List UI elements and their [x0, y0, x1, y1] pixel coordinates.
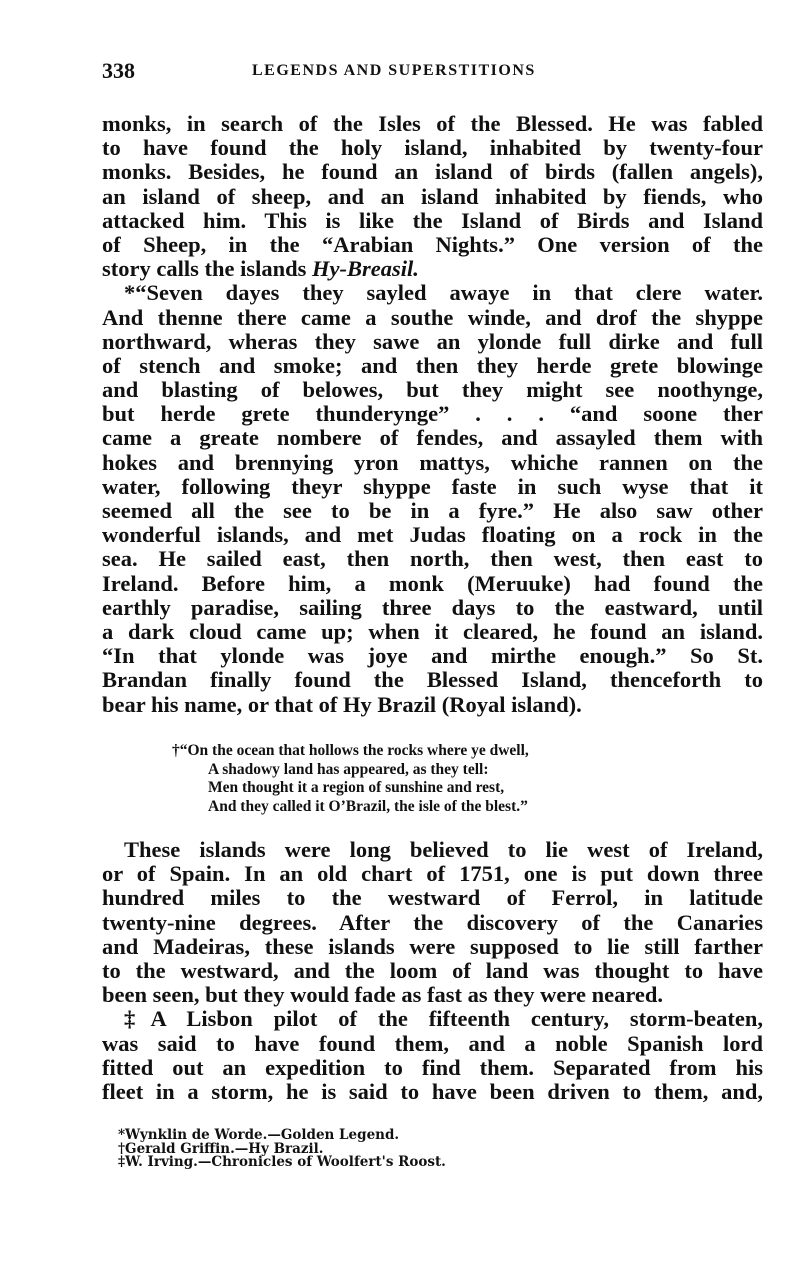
text-line — [102, 281, 763, 305]
line-text: but herde grete thunderynge” . . . “and soone ther — [102, 401, 763, 427]
text-line — [102, 644, 763, 668]
running-title: LEGENDS AND SUPERSTITIONS — [252, 62, 536, 79]
footnote: *Wynklin de Worde.—Golden Legend. — [118, 1127, 400, 1143]
line-text: seemed all the see to be in a fyre.” He also saw other — [102, 498, 763, 523]
text-line — [102, 136, 763, 160]
line-text: of Sheep, in the “Arabian Nights.” One version of the — [102, 231, 763, 257]
line-text: hundred miles to the westward of Ferrol, in latitude — [102, 885, 763, 911]
text-line — [102, 911, 763, 935]
line-text: Ireland. Before him, a monk (Meruuke) had found the — [102, 570, 763, 596]
line-text: wonderful islands, and met Judas floating on a rock in the — [102, 522, 763, 548]
text-line — [102, 838, 763, 862]
line-text: was said to have found them, and a noble Spanish lord — [102, 1030, 763, 1056]
line-text: fitted out an expedition to find them. Separated from his — [102, 1054, 763, 1080]
line-text: hokes and brennying yron mattys, whiche rannen on the — [102, 449, 763, 475]
body-text-block-1 — [102, 112, 763, 717]
text-line — [102, 209, 763, 233]
text-line — [102, 862, 763, 886]
line-text: of stench and smoke; and then they herde grete blowinge — [102, 352, 763, 378]
line-text: and Madeiras, these islands were supposed to lie still farther — [102, 933, 763, 959]
line-text: sea. He sailed east, then north, then west, then east to — [102, 546, 763, 572]
line-text: monks, in search of the Isles of the Blessed. He was fabled — [102, 111, 763, 136]
text-line — [102, 620, 763, 644]
footnote: ‡W. Irving.—Chronicles of Woolfert's Roost. — [118, 1154, 446, 1171]
text-line — [102, 160, 763, 184]
line-text: These islands were long believed to lie west of Ireland, — [124, 837, 763, 862]
line-text: and blasting of belowes, but they might see noothynge, — [102, 377, 763, 403]
text-line — [102, 693, 763, 717]
text-line — [102, 523, 763, 547]
text-line — [102, 426, 763, 450]
text-line — [102, 499, 763, 523]
line-text: ‡A Lisbon pilot of the fifteenth century, storm-beaten, — [124, 1006, 763, 1032]
poem-line: A shadowy land has appeared, as they tell: — [208, 760, 489, 778]
footnotes — [118, 1129, 446, 1170]
line-text: “In that ylonde was joye and mirthe enough.” So St. — [102, 643, 763, 669]
line-text: water, following theyr shyppe faste in such wyse that it — [102, 473, 763, 499]
text-line — [102, 330, 763, 354]
text-line — [102, 354, 763, 378]
text-line — [102, 402, 763, 426]
line-text: Brandan finally found the Blessed Island, thenceforth to — [102, 667, 763, 693]
text-line — [102, 668, 763, 692]
line-text: monks. Besides, he found an island of birds (fallen angels), — [102, 159, 763, 185]
text-line — [102, 451, 763, 475]
line-text: to the westward, and the loom of land was thought to have — [102, 957, 763, 983]
text-line — [102, 572, 763, 596]
text-line — [102, 547, 763, 571]
line-text: bear his name, or that of Hy Brazil (Royal island). — [102, 691, 582, 717]
line-text: *“Seven dayes they sayled awaye in that clere water. — [124, 280, 763, 306]
line-text: earthly paradise, sailing three days to the eastward, until — [102, 594, 763, 620]
line-text: to have found the holy island, inhabited by twenty-four — [102, 135, 763, 161]
line-text: came a greate nombere of fendes, and assayled them with — [102, 425, 763, 451]
page-header — [102, 58, 763, 84]
poem-quotation — [172, 742, 529, 816]
text-line — [102, 112, 763, 136]
poem-line: Men thought it a region of sunshine and rest, — [208, 779, 505, 796]
text-line — [102, 596, 763, 620]
poem-line: †“On the ocean that hollows the rocks where ye dwell, — [172, 742, 529, 759]
page-number: 338 — [102, 58, 135, 83]
text-line — [102, 935, 763, 959]
text-line — [102, 959, 763, 983]
line-text: an island of sheep, and an island inhabited by fiends, who — [102, 183, 763, 209]
line-text: northward, wheras they sawe an ylonde full dirke and full — [102, 328, 763, 354]
line-text: And thenne there came a southe winde, and drof the shyppe — [102, 304, 763, 330]
line-text: story calls the islands — [102, 256, 313, 282]
line-text: a dark cloud came up; when it cleared, he found an island. — [102, 618, 763, 644]
line-text: or of Spain. In an old chart of 1751, one is put down three — [102, 861, 763, 887]
italic-text: Hy-Breasil. — [312, 256, 419, 282]
line-text: attacked him. This is like the Island of Birds and Island — [102, 207, 763, 233]
text-line — [102, 983, 763, 1007]
text-line — [102, 233, 763, 257]
body-text-block-2 — [102, 838, 763, 1104]
text-line — [102, 1032, 763, 1056]
line-text: been seen, but they would fade as fast as they were neared. — [102, 982, 664, 1008]
text-line — [102, 1080, 763, 1104]
text-line — [102, 1056, 763, 1080]
text-line — [102, 886, 763, 910]
line-text: twenty-nine degrees. After the discovery of the Canaries — [102, 909, 763, 935]
poem-line: And they called it O’Brazil, the isle of the blest.” — [208, 797, 528, 815]
text-line — [102, 378, 763, 402]
text-line — [102, 475, 763, 499]
line-text: fleet in a storm, he is said to have been driven to them, and, — [102, 1078, 763, 1104]
text-line — [102, 257, 763, 281]
text-line — [102, 1007, 763, 1031]
text-line — [102, 306, 763, 330]
text-line — [102, 185, 763, 209]
footnote: †Gerald Griffin.—Hy Brazil. — [118, 1140, 324, 1157]
